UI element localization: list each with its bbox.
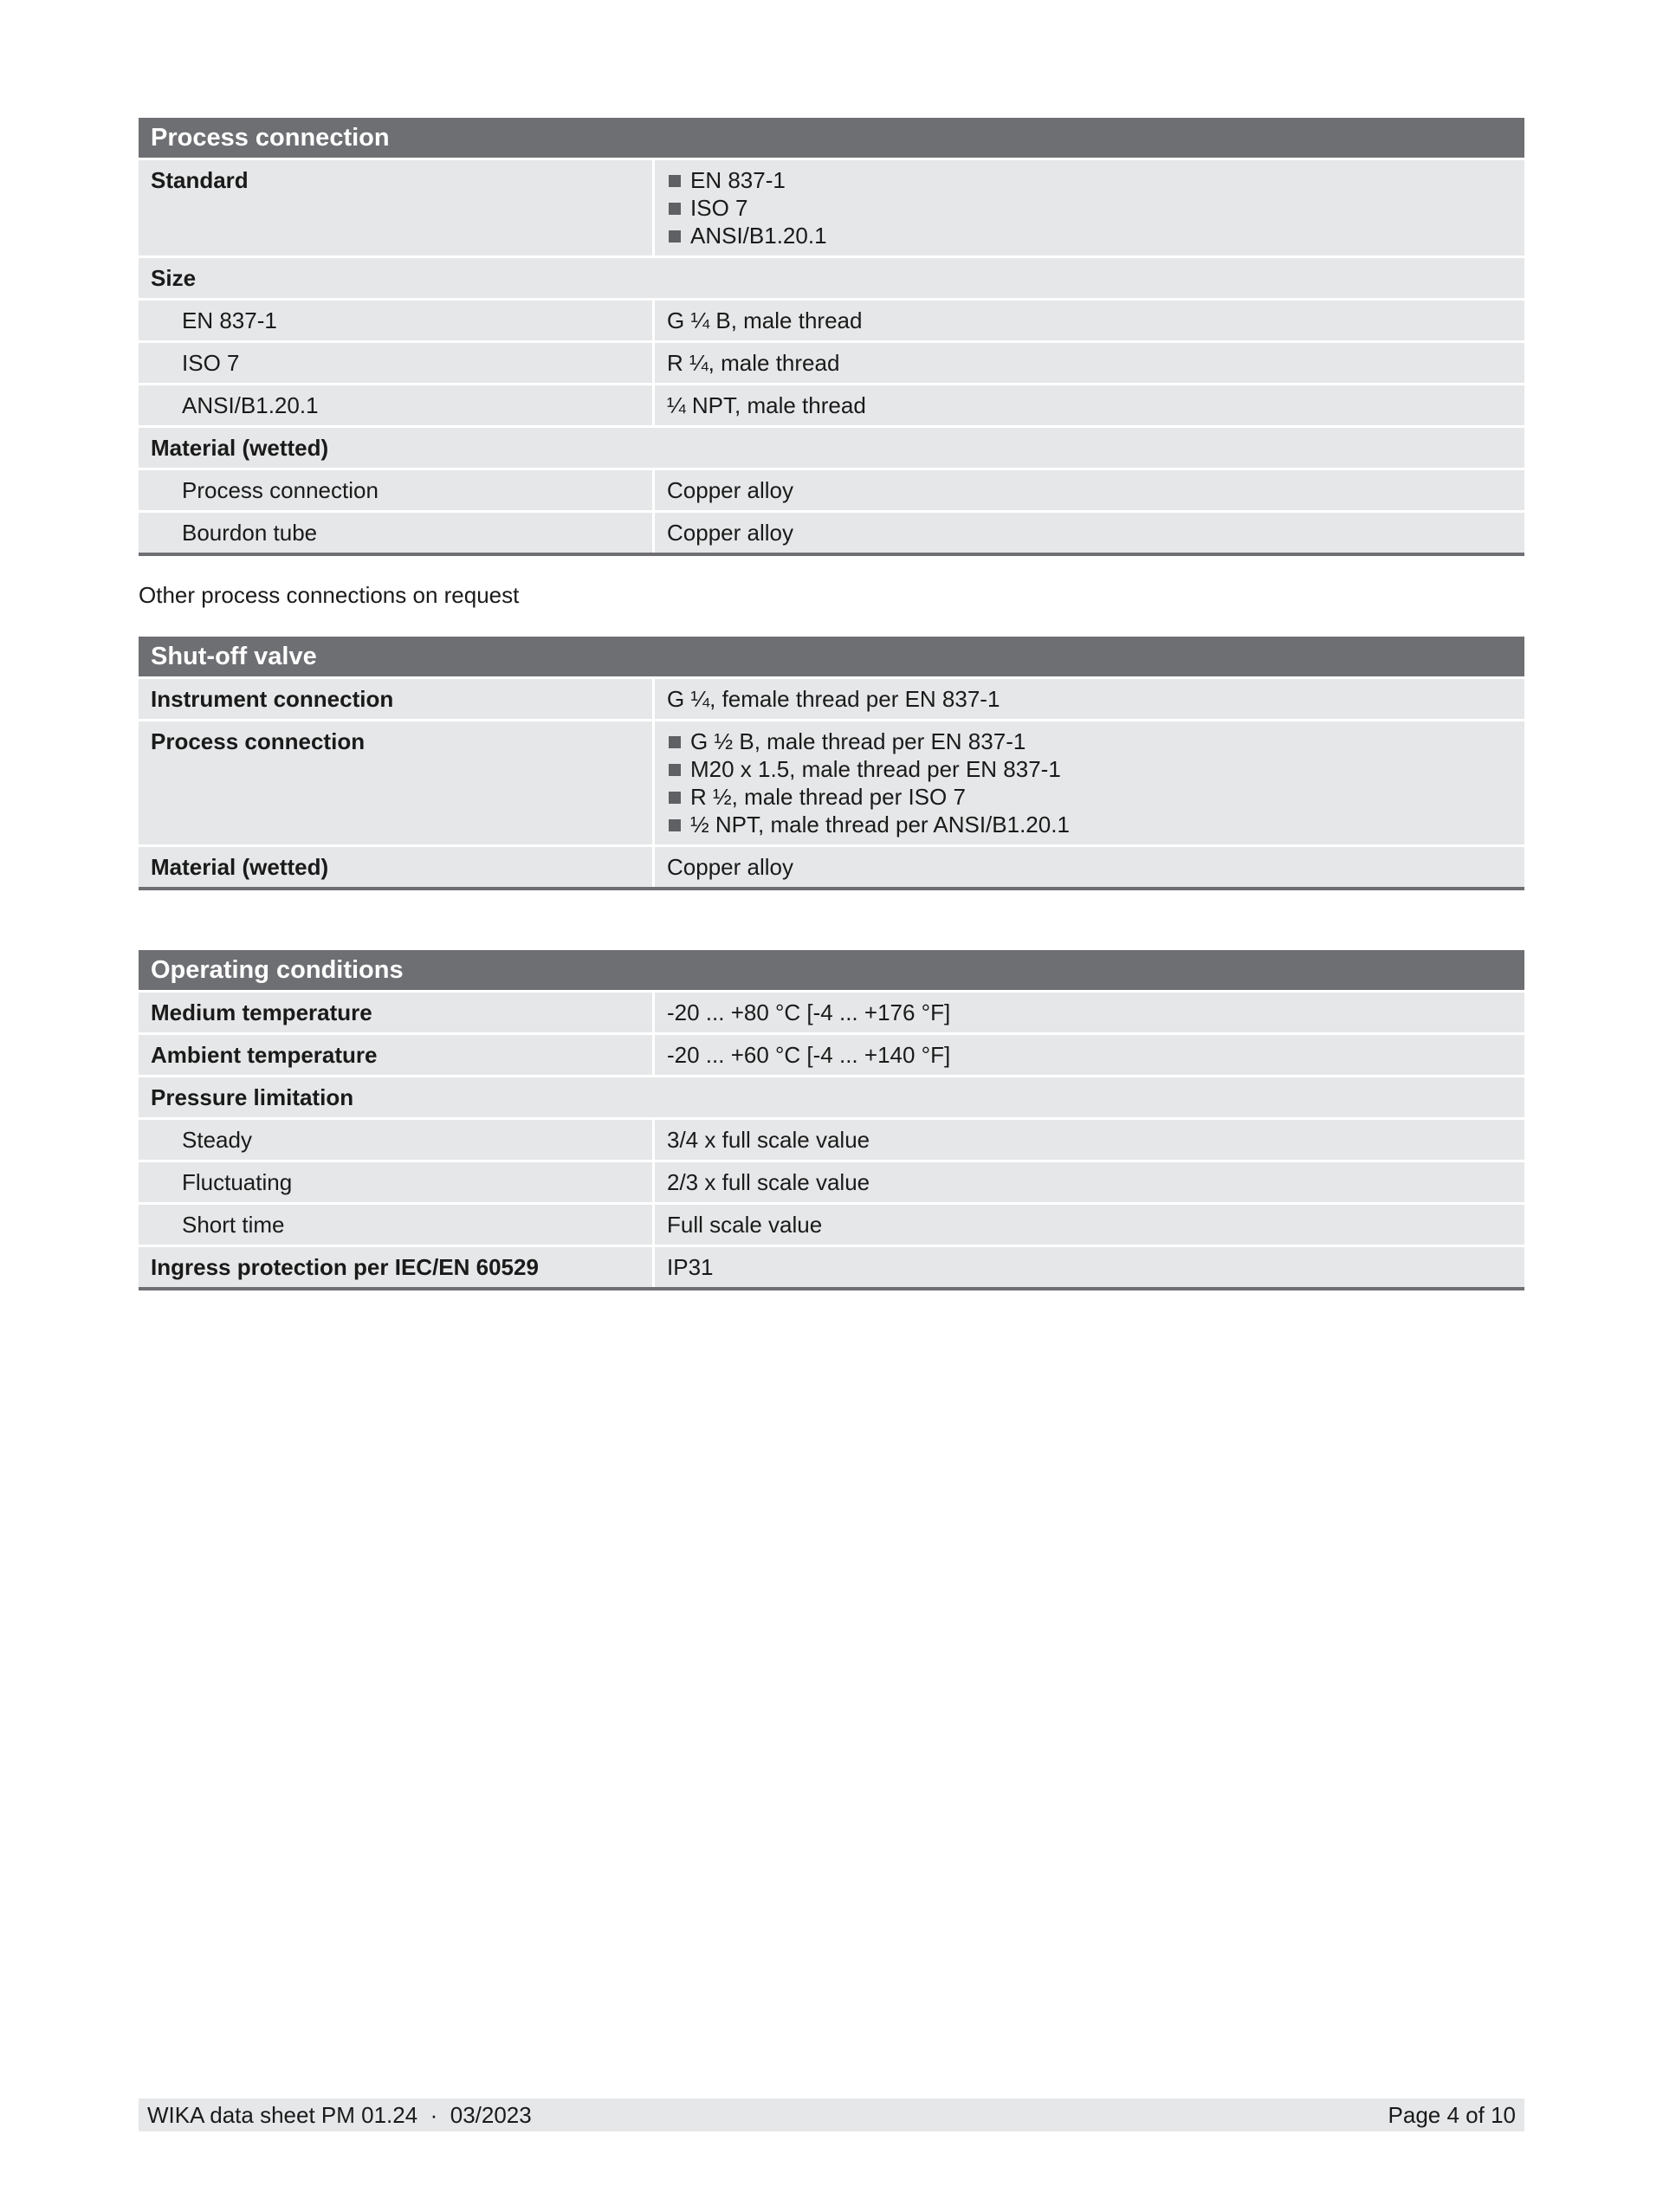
pressure-row-value: 2/3 x full scale value xyxy=(655,1162,1524,1202)
table-row xyxy=(139,1035,1524,1075)
instrument-connection-label: Instrument connection xyxy=(139,679,652,719)
valve-material-value: Copper alloy xyxy=(655,847,1524,887)
instrument-connection-value: G ¼, female thread per EN 837-1 xyxy=(655,679,1524,719)
shutoff-valve-table xyxy=(139,637,1524,890)
table-row xyxy=(139,847,1524,887)
list-item: EN 837-1 xyxy=(667,166,1512,194)
ambient-temperature-label: Ambient temperature xyxy=(139,1035,652,1075)
ingress-protection-label: Ingress protection per IEC/EN 60529 xyxy=(139,1247,652,1287)
footer-page-number: Page 4 of 10 xyxy=(1388,2102,1516,2128)
table-row xyxy=(139,1162,1524,1202)
table-row xyxy=(139,513,1524,553)
material-row-label: Process connection xyxy=(139,470,652,510)
process-connection-note: Other process connections on request xyxy=(139,582,520,608)
valve-process-connection-label: Process connection xyxy=(139,721,652,844)
table-row xyxy=(139,385,1524,425)
list-item: ANSI/B1.20.1 xyxy=(667,222,1512,249)
operating-conditions-table xyxy=(139,950,1524,1290)
material-row-value: Copper alloy xyxy=(655,513,1524,553)
valve-process-connection-list xyxy=(667,728,1512,838)
medium-temperature-label: Medium temperature xyxy=(139,993,652,1032)
pressure-row-label: Short time xyxy=(139,1205,652,1245)
list-item: R ½, male thread per ISO 7 xyxy=(667,783,1512,811)
process-connection-title: Process connection xyxy=(139,118,1524,158)
list-item: ½ NPT, male thread per ANSI/B1.20.1 xyxy=(667,811,1512,838)
list-item: M20 x 1.5, male thread per EN 837-1 xyxy=(667,755,1512,783)
table-row xyxy=(139,721,1524,844)
footer-document-id: WIKA data sheet PM 01.24 · 03/2023 xyxy=(147,2102,532,2128)
pressure-row-label: Steady xyxy=(139,1120,652,1160)
list-item: G ½ B, male thread per EN 837-1 xyxy=(667,728,1512,755)
material-row-value: Copper alloy xyxy=(655,470,1524,510)
standard-list xyxy=(667,166,1512,249)
size-row-label: EN 837-1 xyxy=(139,301,652,340)
table-row xyxy=(139,993,1524,1032)
ambient-temperature-value: -20 ... +60 °C [-4 ... +140 °F] xyxy=(655,1035,1524,1075)
pressure-row-value: 3/4 x full scale value xyxy=(655,1120,1524,1160)
table-row xyxy=(139,1077,1524,1117)
pressure-row-label: Fluctuating xyxy=(139,1162,652,1202)
size-row-value: R ¼, male thread xyxy=(655,343,1524,383)
medium-temperature-value: -20 ... +80 °C [-4 ... +176 °F] xyxy=(655,993,1524,1032)
operating-conditions-title: Operating conditions xyxy=(139,950,1524,990)
shutoff-valve-title: Shut-off valve xyxy=(139,637,1524,676)
valve-material-label: Material (wetted) xyxy=(139,847,652,887)
table-row xyxy=(139,679,1524,719)
size-row-label: ANSI/B1.20.1 xyxy=(139,385,652,425)
table-row xyxy=(139,301,1524,340)
pressure-row-value: Full scale value xyxy=(655,1205,1524,1245)
table-row xyxy=(139,343,1524,383)
standard-label: Standard xyxy=(139,160,652,255)
table-row xyxy=(139,258,1524,298)
size-label: Size xyxy=(139,258,1524,298)
size-row-label: ISO 7 xyxy=(139,343,652,383)
table-row xyxy=(139,428,1524,468)
size-row-value: ¼ NPT, male thread xyxy=(655,385,1524,425)
pressure-limitation-label: Pressure limitation xyxy=(139,1077,1524,1117)
page-footer xyxy=(139,2099,1524,2131)
size-row-value: G ¼ B, male thread xyxy=(655,301,1524,340)
material-label: Material (wetted) xyxy=(139,428,1524,468)
material-row-label: Bourdon tube xyxy=(139,513,652,553)
process-connection-table xyxy=(139,118,1524,556)
table-row xyxy=(139,1205,1524,1245)
list-item: ISO 7 xyxy=(667,194,1512,222)
standard-value xyxy=(655,160,1524,255)
table-row xyxy=(139,160,1524,255)
table-row xyxy=(139,1120,1524,1160)
valve-process-connection-value xyxy=(655,721,1524,844)
ingress-protection-value: IP31 xyxy=(655,1247,1524,1287)
table-row xyxy=(139,1247,1524,1287)
table-row xyxy=(139,470,1524,510)
